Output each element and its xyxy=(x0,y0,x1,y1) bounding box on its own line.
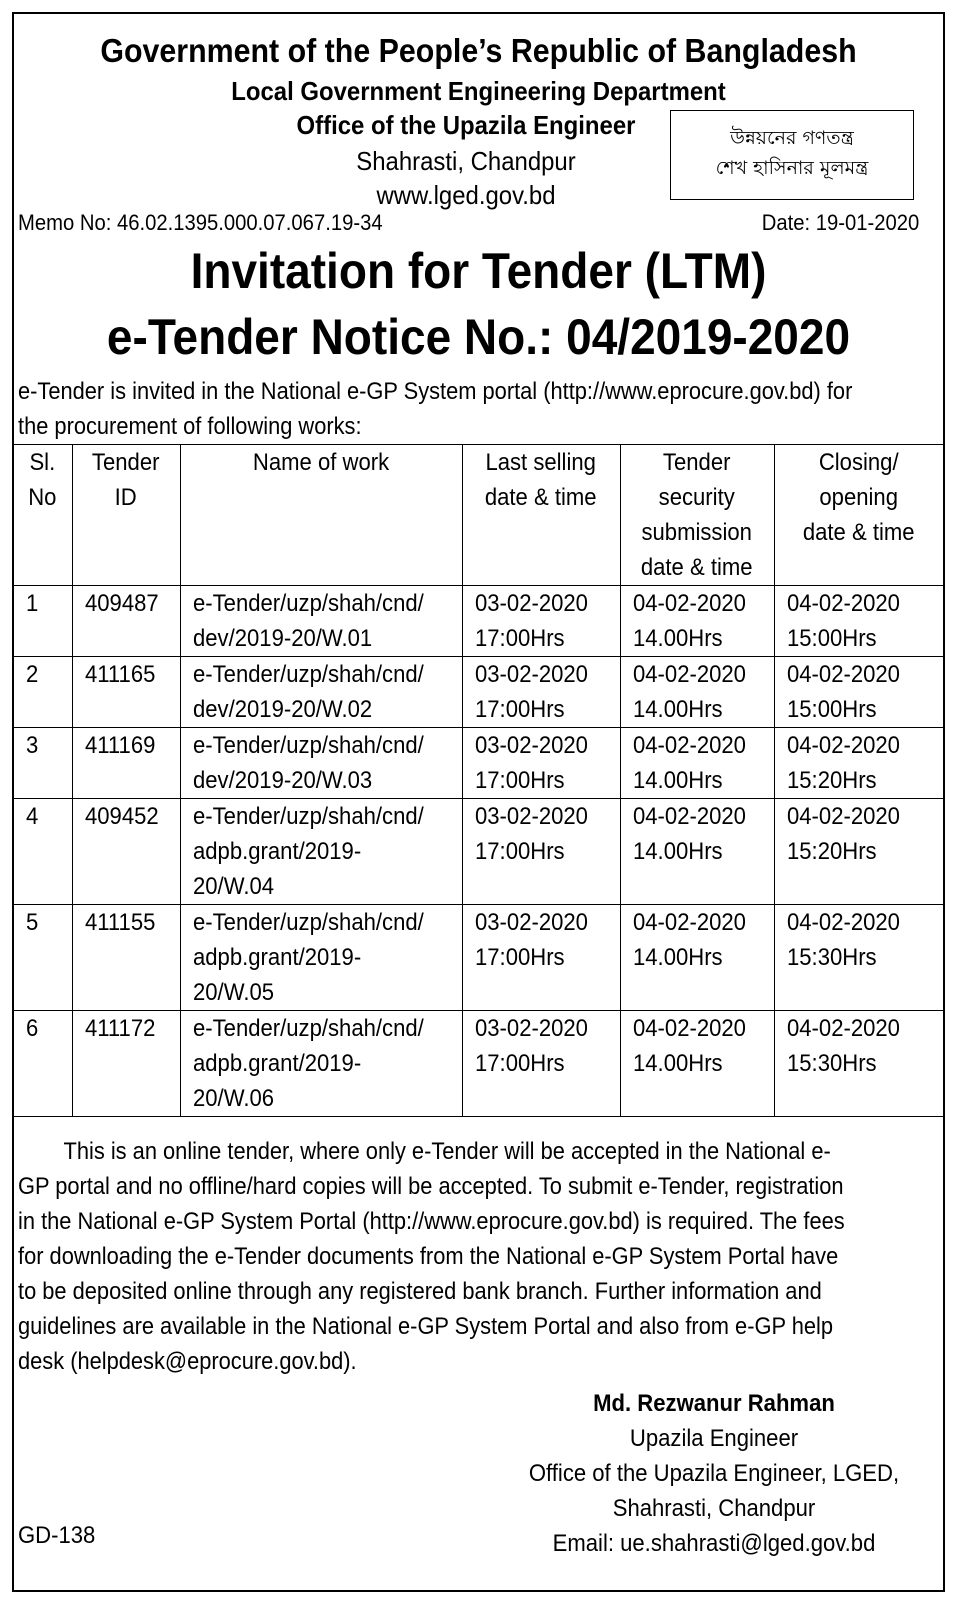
body-paragraph xyxy=(18,1134,928,1379)
header-closing-opening: Closing/ opening date & time xyxy=(774,445,943,586)
table-row xyxy=(14,586,943,657)
body-line: to be deposited online through any registered bank branch. Further information and xyxy=(18,1278,822,1305)
cell-name-of-work: e-Tender/uzp/shah/cnd/ dev/2019-20/W.03 xyxy=(180,728,462,799)
notice-date: Date: 19-01-2020 xyxy=(761,210,919,235)
office-heading: Office of the Upazila Engineer xyxy=(296,110,636,140)
body-line: This is an online tender, where only e-Tender will be accepted in the National e- xyxy=(63,1138,831,1165)
table-row xyxy=(14,905,943,1011)
cell-name-of-work: e-Tender/uzp/shah/cnd/ dev/2019-20/W.02 xyxy=(180,657,462,728)
cell-last-selling: 03-02-2020 17:00Hrs xyxy=(462,1011,620,1117)
header-tender-security: Tender security submission date & time xyxy=(620,445,774,586)
table-row xyxy=(14,799,943,905)
motto-line-1: উন্নয়নের গণতন্ত্র xyxy=(730,127,854,149)
cell-security: 04-02-2020 14.00Hrs xyxy=(620,657,774,728)
cell-closing: 04-02-2020 15:20Hrs xyxy=(774,728,943,799)
body-line: guidelines are available in the National e-GP System Portal and also from e-GP help xyxy=(18,1313,834,1340)
works-table xyxy=(14,444,943,1117)
intro-line: e-Tender is invited in the National e-GP System portal (http://www.eprocure.gov.bd) for xyxy=(18,378,853,405)
signatory-office: Office of the Upazila Engineer, LGED, xyxy=(528,1460,900,1487)
cell-security: 04-02-2020 14.00Hrs xyxy=(620,1011,774,1117)
header-tender-id: Tender ID xyxy=(72,445,180,586)
body-line: in the National e-GP System Portal (http://www.eprocure.gov.bd) is required. The fees xyxy=(18,1208,845,1235)
cell-last-selling: 03-02-2020 17:00Hrs xyxy=(462,657,620,728)
cell-security: 04-02-2020 14.00Hrs xyxy=(620,728,774,799)
header-last-selling: Last selling date & time xyxy=(462,445,620,586)
body-line: GP portal and no offline/hard copies will be accepted. To submit e-Tender, registration xyxy=(18,1173,844,1200)
department-heading: Local Government Engineering Department xyxy=(231,76,726,106)
cell-closing: 04-02-2020 15:00Hrs xyxy=(774,586,943,657)
cell-tender-id: 409487 xyxy=(72,586,180,657)
cell-name-of-work: e-Tender/uzp/shah/cnd/ adpb.grant/2019- 20/W.04 xyxy=(180,799,462,905)
motto-line-2: শেখ হাসিনার মূলমন্ত্র xyxy=(715,157,869,179)
cell-tender-id: 411155 xyxy=(72,905,180,1011)
cell-closing: 04-02-2020 15:30Hrs xyxy=(774,1011,943,1117)
body-line: for downloading the e-Tender documents from the National e-GP System Portal have xyxy=(18,1243,839,1270)
cell-last-selling: 03-02-2020 17:00Hrs xyxy=(462,728,620,799)
cell-sl: 3 xyxy=(14,728,72,799)
cell-last-selling: 03-02-2020 17:00Hrs xyxy=(462,586,620,657)
cell-tender-id: 409452 xyxy=(72,799,180,905)
signatory-title: Upazila Engineer xyxy=(629,1425,799,1452)
cell-security: 04-02-2020 14.00Hrs xyxy=(620,586,774,657)
cell-closing: 04-02-2020 15:30Hrs xyxy=(774,905,943,1011)
body-line: desk (helpdesk@eprocure.gov.bd). xyxy=(18,1348,357,1375)
table-row xyxy=(14,728,943,799)
cell-name-of-work: e-Tender/uzp/shah/cnd/ adpb.grant/2019- 20/W.05 xyxy=(180,905,462,1011)
notice-title: Invitation for Tender (LTM) xyxy=(190,243,767,299)
gd-number: GD-138 xyxy=(18,1522,96,1549)
office-location: Shahrasti, Chandpur xyxy=(356,146,576,176)
cell-tender-id: 411165 xyxy=(72,657,180,728)
header-name-of-work: Name of work xyxy=(180,445,462,586)
tender-notice xyxy=(12,12,945,1592)
intro-line: the procurement of following works: xyxy=(18,413,362,440)
cell-tender-id: 411172 xyxy=(72,1011,180,1117)
government-heading: Government of the People’s Republic of Bangladesh xyxy=(100,32,857,69)
cell-security: 04-02-2020 14.00Hrs xyxy=(620,905,774,1011)
signatory-location: Shahrasti, Chandpur xyxy=(612,1495,816,1522)
cell-sl: 4 xyxy=(14,799,72,905)
cell-sl: 2 xyxy=(14,657,72,728)
cell-last-selling: 03-02-2020 17:00Hrs xyxy=(462,799,620,905)
cell-name-of-work: e-Tender/uzp/shah/cnd/ adpb.grant/2019- 20/W.06 xyxy=(180,1011,462,1117)
notice-number: e-Tender Notice No.: 04/2019-2020 xyxy=(106,309,851,365)
memo-number: Memo No: 46.02.1395.000.07.067.19-34 xyxy=(18,210,383,235)
office-website: www.lged.gov.bd xyxy=(376,180,556,210)
cell-closing: 04-02-2020 15:00Hrs xyxy=(774,657,943,728)
header-sl-no: Sl. No xyxy=(14,445,72,586)
cell-tender-id: 411169 xyxy=(72,728,180,799)
cell-sl: 6 xyxy=(14,1011,72,1117)
table-row xyxy=(14,1011,943,1117)
table-row xyxy=(14,657,943,728)
table-header-row xyxy=(14,445,943,586)
intro-text xyxy=(18,374,928,444)
cell-last-selling: 03-02-2020 17:00Hrs xyxy=(462,905,620,1011)
motto-box xyxy=(670,110,914,200)
cell-sl: 1 xyxy=(14,586,72,657)
cell-sl: 5 xyxy=(14,905,72,1011)
signatory-email: Email: ue.shahrasti@lged.gov.bd xyxy=(552,1530,876,1557)
cell-security: 04-02-2020 14.00Hrs xyxy=(620,799,774,905)
cell-name-of-work: e-Tender/uzp/shah/cnd/ dev/2019-20/W.01 xyxy=(180,586,462,657)
cell-closing: 04-02-2020 15:20Hrs xyxy=(774,799,943,905)
signatory-name: Md. Rezwanur Rahman xyxy=(593,1390,835,1417)
